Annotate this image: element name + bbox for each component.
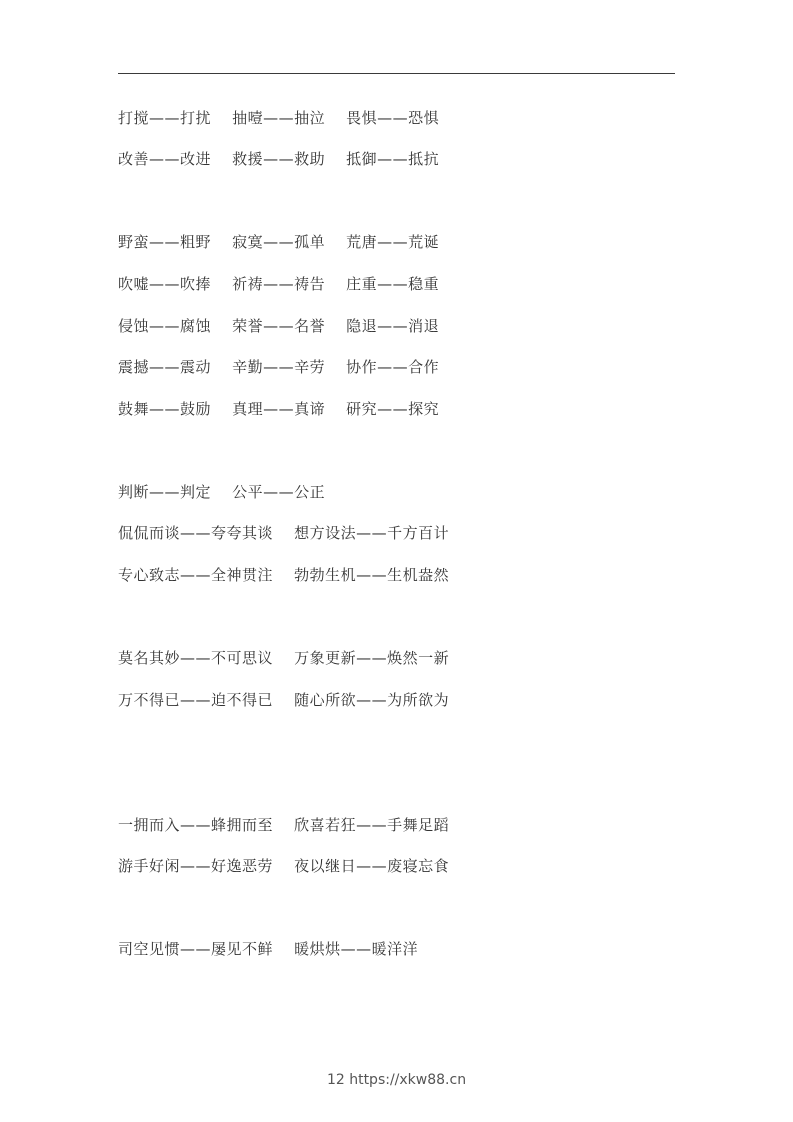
idiom-pair-line-5: 一拥而入——蜂拥而至 欣喜若狂——手舞足蹈 bbox=[118, 816, 450, 834]
word-pair-line-7: 鼓舞——鼓励 真理——真谛 研究——探究 bbox=[118, 400, 440, 418]
idiom-pair-line-1: 侃侃而谈——夸夸其谈 想方设法——千方百计 bbox=[118, 524, 450, 542]
idiom-pair-line-2: 专心致志——全神贯注 勃勃生机——生机盎然 bbox=[118, 566, 450, 584]
idiom-pair-line-7: 司空见惯——屡见不鲜 暖烘烘——暖洋洋 bbox=[118, 940, 419, 958]
word-pair-line-1: 打搅——打扰 抽噎——抽泣 畏惧——恐惧 bbox=[118, 109, 440, 127]
page-footer: 12 https://xkw88.cn bbox=[326, 1072, 467, 1088]
word-pair-line-5: 侵蚀——腐蚀 荣誉——名誉 隐退——消退 bbox=[118, 317, 440, 335]
idiom-pair-line-4: 万不得已——迫不得已 随心所欲——为所欲为 bbox=[118, 691, 450, 709]
word-pair-line-3: 野蛮——粗野 寂寞——孤单 荒唐——荒诞 bbox=[118, 233, 440, 251]
word-pair-line-6: 震撼——震动 辛勤——辛劳 协作——合作 bbox=[118, 358, 440, 376]
word-pair-line-2: 改善——改进 救援——救助 抵御——抵抗 bbox=[118, 150, 440, 168]
idiom-pair-line-6: 游手好闲——好逸恶劳 夜以继日——废寝忘食 bbox=[118, 857, 450, 875]
header-rule bbox=[118, 73, 675, 74]
word-pair-line-8: 判断——判定 公平——公正 bbox=[118, 483, 326, 501]
word-pair-line-4: 吹嘘——吹捧 祈祷——祷告 庄重——稳重 bbox=[118, 275, 440, 293]
idiom-pair-line-3: 莫名其妙——不可思议 万象更新——焕然一新 bbox=[118, 649, 450, 667]
